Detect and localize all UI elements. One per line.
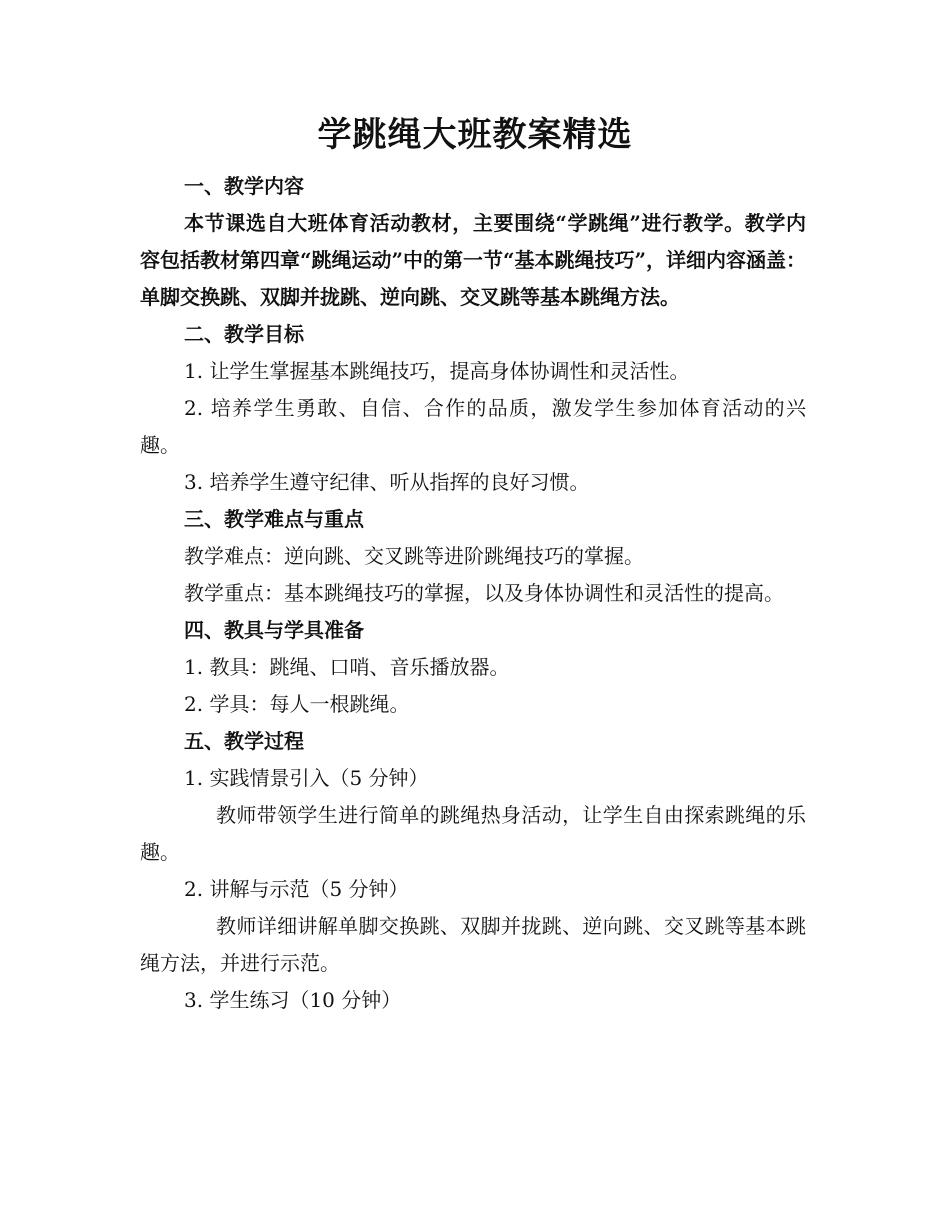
process-step-1-body: 教师带领学生进行简单的跳绳热身活动，让学生自由探索跳绳的乐趣。 bbox=[140, 803, 806, 864]
section-heading-content: 一、教学内容 bbox=[184, 174, 304, 198]
process-step-2: 2. 讲解与示范（5 分钟） bbox=[184, 877, 409, 901]
section-paragraph-content: 本节课选自大班体育活动教材，主要围绕“学跳绳”进行教学。教学内容包括教材第四章“跳绳运动”中的第一节“基本跳绳技巧”，详细内容涵盖：单脚交换跳、双脚并拢跳、逆向跳、交叉跳等基本跳绳方法。 bbox=[140, 211, 807, 309]
materials-item-2: 2. 学具：每人一根跳绳。 bbox=[184, 692, 410, 716]
process-step-1: 1. 实践情景引入（5 分钟） bbox=[184, 766, 429, 790]
key-point-paragraph: 教学重点：基本跳绳技巧的掌握，以及身体协调性和灵活性的提高。 bbox=[184, 581, 784, 605]
section-heading-process: 五、教学过程 bbox=[184, 729, 304, 753]
page-title: 学跳绳大班教案精选 bbox=[317, 115, 633, 155]
objective-item-1: 1. 让学生掌握基本跳绳技巧，提高身体协调性和灵活性。 bbox=[184, 359, 690, 383]
materials-item-1: 1. 教具：跳绳、口哨、音乐播放器。 bbox=[184, 655, 510, 679]
objective-item-2: 2. 培养学生勇敢、自信、合作的品质，激发学生参加体育活动的兴趣。 bbox=[140, 396, 806, 457]
process-step-3: 3. 学生练习（10 分钟） bbox=[184, 988, 402, 1012]
difficulty-paragraph: 教学难点：逆向跳、交叉跳等进阶跳绳技巧的掌握。 bbox=[184, 544, 644, 568]
section-heading-objectives: 二、教学目标 bbox=[184, 322, 304, 346]
objective-item-3: 3. 培养学生遵守纪律、听从指挥的良好习惯。 bbox=[184, 470, 590, 494]
section-heading-difficulties: 三、教学难点与重点 bbox=[184, 507, 364, 531]
document-body bbox=[140, 168, 806, 1019]
process-step-2-body: 教师详细讲解单脚交换跳、双脚并拢跳、逆向跳、交叉跳等基本跳绳方法，并进行示范。 bbox=[140, 914, 806, 975]
section-heading-materials: 四、教具与学具准备 bbox=[184, 618, 364, 642]
